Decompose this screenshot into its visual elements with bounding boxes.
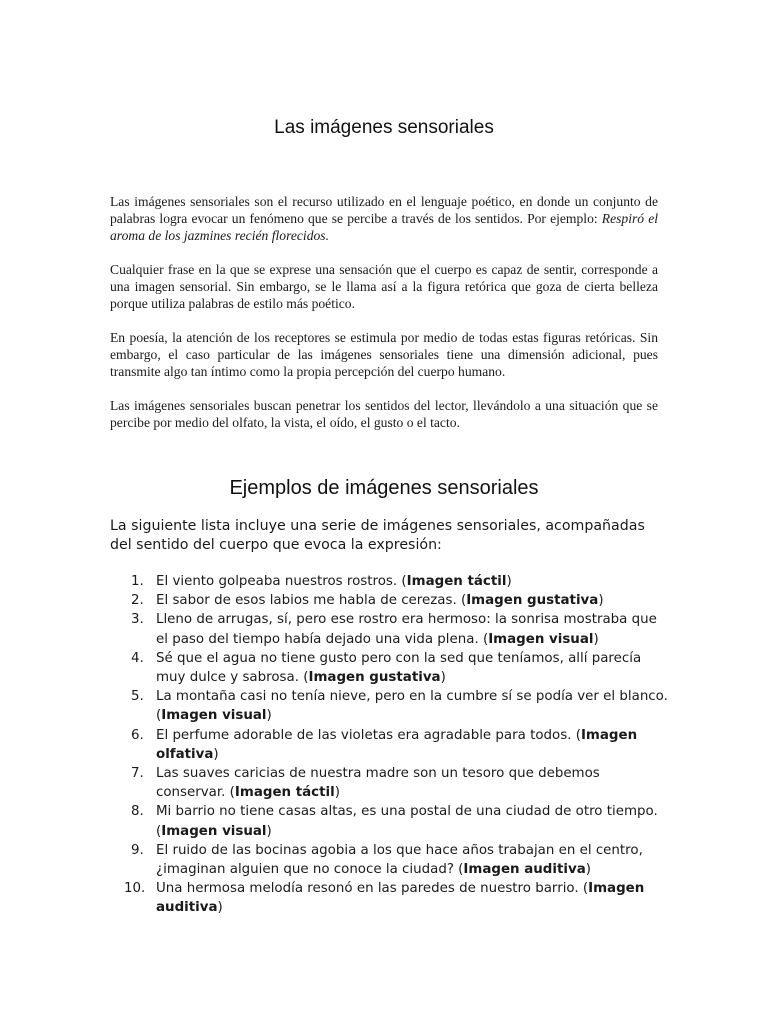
list-item-text: El sabor de esos labios me habla de cerezas. ( [156,593,467,609]
list-item [110,610,670,648]
list-item-close: ) [266,708,272,724]
list-item [110,572,670,591]
list-item-text: Mi barrio no tiene casas altas, es una postal de una ciudad de otro tiempo. ( [156,804,658,839]
list-item-text: El perfume adorable de las violetas era agradable para todos. ( [156,727,581,743]
list-item-close: ) [506,574,512,589]
list-item-number: 8. [131,804,144,820]
list-item-number: 9. [131,842,144,858]
list-item-text: El viento golpeaba nuestros rostros. ( [156,574,407,589]
intro-example-quote: Respiró el aroma de los jazmines recién florecidos. [110,211,659,244]
list-item-number: 10. [124,881,146,897]
list-item-close: ) [593,631,599,647]
intro-section [110,193,658,448]
list-item [110,726,670,764]
list-item-text: El ruido de las bocinas agobia a los que hace años trabajan en el centro, ¿imaginan alguien que no conoce la ciudad? ( [156,842,643,878]
intro-paragraph-1-text: Las imágenes sensoriales son el recurso utilizado en el lenguaje poético, en donde un conjunto de palabras logra evocar un fenómeno que se percibe a través de los sentidos. Por ejemplo: [110,194,658,227]
list-item-sense-type: Imagen visual [161,708,267,724]
list-item-sense-type: Imagen visual [161,823,267,839]
list-item [110,591,670,610]
list-item-sense-type: Imagen gustativa [466,593,599,609]
intro-paragraph-2: Cualquier frase en la que se exprese una sensación que el cuerpo es capaz de sentir, corresponde a una imagen sensorial. Sin embargo, se le llama así a la figura retórica que goza de cierta belleza porque utiliza palabras de estilo más poético. [110,262,658,312]
list-item-text: La montaña casi no tenía nieve, pero en la cumbre sí se podía ver el blanco. ( [156,689,668,724]
list-item-number: 7. [131,766,144,782]
examples-section-title: Ejemplos de imágenes sensoriales [229,477,539,499]
list-item-close: ) [440,670,446,686]
intro-paragraph-4: Las imágenes sensoriales buscan penetrar los sentidos del lector, llevándolo a una situación que se percibe por medio del olfato, la vista, el oído, el gusto o el tacto. [110,398,658,431]
list-item-text: Una hermosa melodía resonó en las paredes de nuestro barrio. ( [156,881,589,897]
list-item-number: 6. [131,727,144,743]
list-item-sense-type: Imagen táctil [234,785,335,801]
list-item-number: 1. [131,574,144,589]
list-item-sense-type: Imagen táctil [406,574,507,589]
list-item-close: ) [598,593,604,609]
list-item [110,802,670,840]
list-item-number: 2. [131,593,144,609]
list-item-close: ) [266,823,272,839]
document-title: Las imágenes sensoriales [274,117,494,138]
list-item-close: ) [213,746,219,762]
list-item [110,764,670,802]
list-item-sense-type: Imagen olfativa [156,727,638,762]
list-item-number: 3. [131,612,144,628]
examples-intro: La siguiente lista incluye una serie de imágenes sensoriales, acompañadas del sentido del cuerpo que evoca la expresión: [110,518,645,554]
list-item-text: Sé que el agua no tiene gusto pero con la sed que teníamos, allí parecía muy dulce y sabrosa. ( [156,650,642,686]
list-item-close: ) [585,862,591,878]
examples-list [110,572,670,918]
list-item-sense-type: Imagen visual [488,631,594,647]
list-item [110,649,670,687]
list-item-close: ) [334,785,340,801]
intro-paragraph-1 [110,193,658,245]
list-item-number: 5. [131,689,144,705]
intro-paragraph-3: En poesía, la atención de los receptores se estimula por medio de todas estas figuras retóricas. Sin embargo, el caso particular de las imágenes sensoriales tiene una dimensión adicional, pues transmite algo tan íntimo como la propia percepción del cuerpo humano. [110,330,658,380]
list-item [110,687,670,725]
list-item [110,879,670,917]
list-item [110,841,670,879]
list-item-sense-type: Imagen auditiva [156,881,645,916]
list-item-close: ) [217,900,223,916]
list-item-text: Lleno de arrugas, sí, pero ese rostro era hermoso: la sonrisa mostraba que el paso del tiempo había dejado una vida plena. ( [156,612,657,647]
list-item-sense-type: Imagen auditiva [463,862,586,878]
list-item-text: Las suaves caricias de nuestra madre son un tesoro que debemos conservar. ( [156,766,600,801]
list-item-sense-type: Imagen gustativa [308,670,441,686]
list-item-number: 4. [131,650,144,666]
